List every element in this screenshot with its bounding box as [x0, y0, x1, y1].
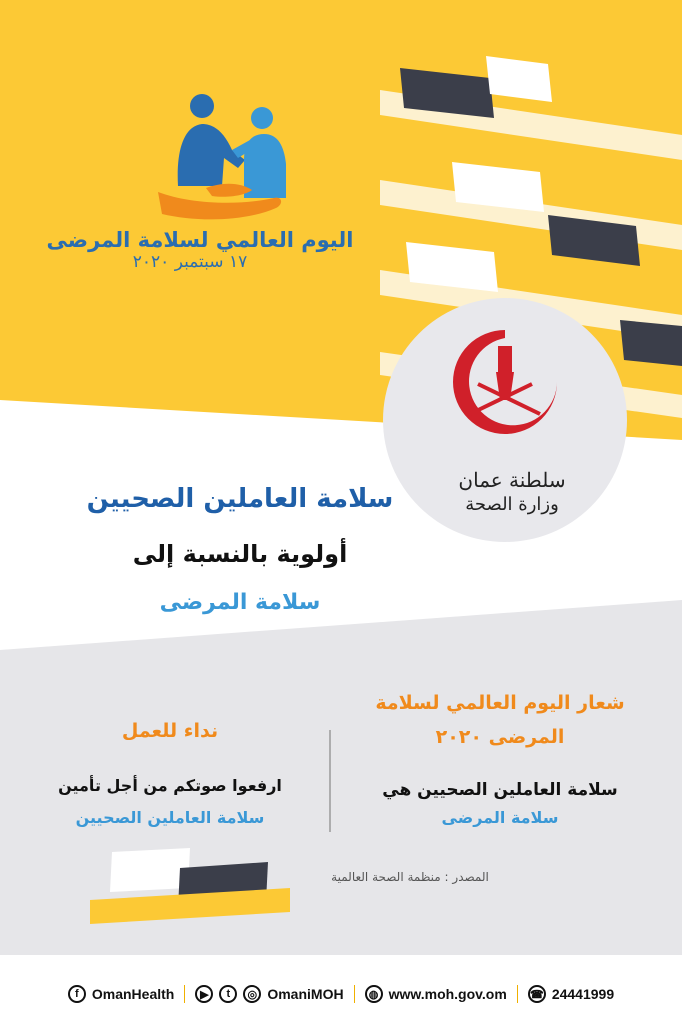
slogan-highlight: سلامة المرضى: [441, 808, 559, 827]
instagram-icon[interactable]: ◎: [243, 985, 261, 1003]
call-to-action-highlight: سلامة العاملين الصحيين: [75, 808, 265, 827]
call-to-action-text: ارفعوا صوتكم من أجل تأمين: [58, 776, 282, 795]
headline-line3: سلامة المرضى: [159, 590, 321, 615]
dark-bar: [620, 320, 682, 366]
youtube-icon[interactable]: ▶: [195, 985, 213, 1003]
footer-contact-bar: [0, 982, 682, 1006]
headline-line1: سلامة العاملين الصحيين: [86, 484, 394, 514]
phone-icon[interactable]: ☎: [528, 985, 546, 1003]
event-logo-date: ١٧ سبتمبر ٢٠٢٠: [132, 252, 248, 272]
ministry-name-line2: وزارة الصحة: [465, 494, 559, 515]
footer-separator: [517, 985, 518, 1003]
slogan-title-line1: شعار اليوم العالمي لسلامة: [375, 692, 625, 714]
slogan-text: سلامة العاملين الصحيين هي: [382, 780, 618, 800]
facebook-icon[interactable]: f: [68, 985, 86, 1003]
slogan-title-line2: المرضى ٢٠٢٠: [435, 726, 565, 748]
footer-separator: [184, 985, 185, 1003]
footer-separator: [354, 985, 355, 1003]
headline-line2: أولوية بالنسبة إلى: [132, 540, 348, 568]
globe-icon[interactable]: ◍: [365, 985, 383, 1003]
white-bar: [110, 848, 190, 892]
call-to-action-title: نداء للعمل: [121, 720, 219, 742]
source-note: المصدر : منظمة الصحة العالمية: [331, 870, 489, 884]
twitter-icon[interactable]: t: [219, 985, 237, 1003]
facebook-handle[interactable]: OmanHealth: [91, 986, 175, 1002]
website-link[interactable]: www.moh.gov.om: [388, 986, 507, 1002]
phone-number[interactable]: 24441999: [551, 986, 615, 1002]
social-handle[interactable]: OmaniMOH: [267, 986, 344, 1002]
ministry-name-line1: سلطنة عمان: [458, 468, 566, 492]
event-logo-title: اليوم العالمي لسلامة المرضى: [46, 228, 354, 252]
